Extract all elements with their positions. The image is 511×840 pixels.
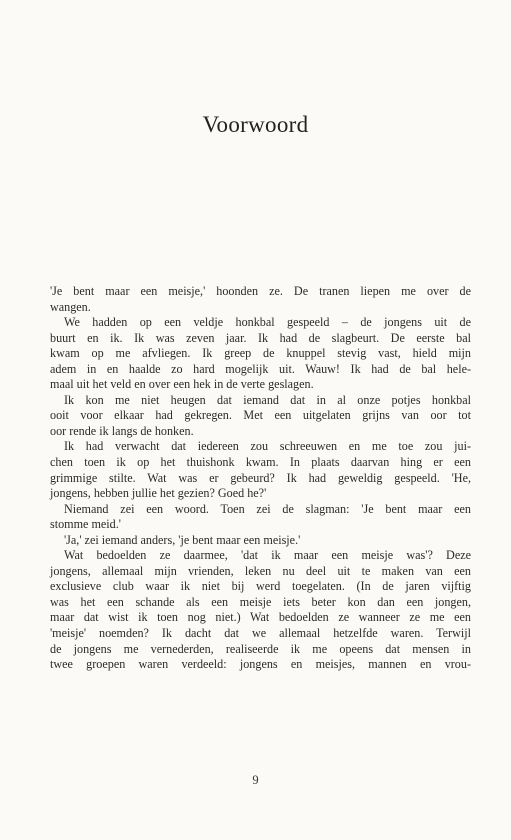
text-line: was het een schande als een meisje iets beter kon dan een jongen, (50, 594, 471, 609)
page-number: 9 (252, 773, 259, 787)
text-line: kwam op me afvliegen. Ik greep de knuppel stevig vast, hield mijn (50, 346, 471, 361)
text-line: de jongens me vernederden, realiseerde ik me opeens dat mensen in (50, 641, 471, 656)
text-line: 'Ja,' zei iemand anders, 'je bent maar een meisje.' (64, 532, 301, 547)
text-line: buurt en ik. Ik was zeven jaar. Ik had de slagbeurt. De eerste bal (50, 330, 471, 345)
text-line: adem in en haalde zo hard mogelijk uit. Wauw! Ik had de bal hele- (50, 361, 471, 376)
text-line: Wat bedoelden ze daarmee, 'dat ik maar een meisje was'? Deze (64, 548, 471, 563)
text-line: 'Je bent maar een meisje,' hoonden ze. De tranen liepen me over de (50, 284, 471, 298)
text-line: maar dat wist ik toen nog niet.) Wat bedoelden ze wanneer ze me een (50, 610, 471, 625)
text-line: ooit voor elkaar had gekregen. Met een uitgelaten grijns van oor tot (50, 408, 471, 423)
text-line: jongens, hebben jullie het gezien? Goed he?' (50, 486, 267, 501)
text-line: stomme meid.' (50, 517, 121, 532)
text-line: jongens, allemaal mijn vrienden, leken nu deel uit te maken van een (50, 563, 471, 578)
text-line: wangen. (50, 299, 91, 314)
text-line: We hadden op een veldje honkbal gespeeld – de jongens uit de (64, 315, 471, 330)
text-line: Niemand zei een woord. Toen zei de slagman: 'Je bent maar een (64, 501, 471, 516)
text-line: grimmige stilte. Wat was er gebeurd? Ik had geweldig gespeeld. 'He, (50, 470, 471, 485)
text-line: twee groepen waren verdeeld: jongens en meisjes, mannen en vrou- (50, 657, 471, 672)
text-line: chen toen ik op het thuishonk kwam. In plaats daarvan hing er een (50, 455, 471, 470)
text-line: 'meisje' noemden? Ik dacht dat we allemaal hetzelfde waren. Terwijl (50, 626, 471, 641)
text-line: exclusieve club waar ik niet bij werd toegelaten. (In de jaren vijftig (50, 579, 471, 594)
text-line: maal uit het veld en over een hek in de verte geslagen. (50, 377, 314, 392)
text-line: Ik had verwacht dat iedereen zou schreeuwen en me toe zou jui- (64, 439, 471, 454)
chapter-title: Voorwoord (202, 112, 309, 137)
body-text (50, 284, 471, 673)
text-line: Ik kon me niet heugen dat iemand dat in al onze potjes honkbal (64, 392, 471, 407)
text-line: oor rende ik langs de honken. (50, 423, 194, 438)
